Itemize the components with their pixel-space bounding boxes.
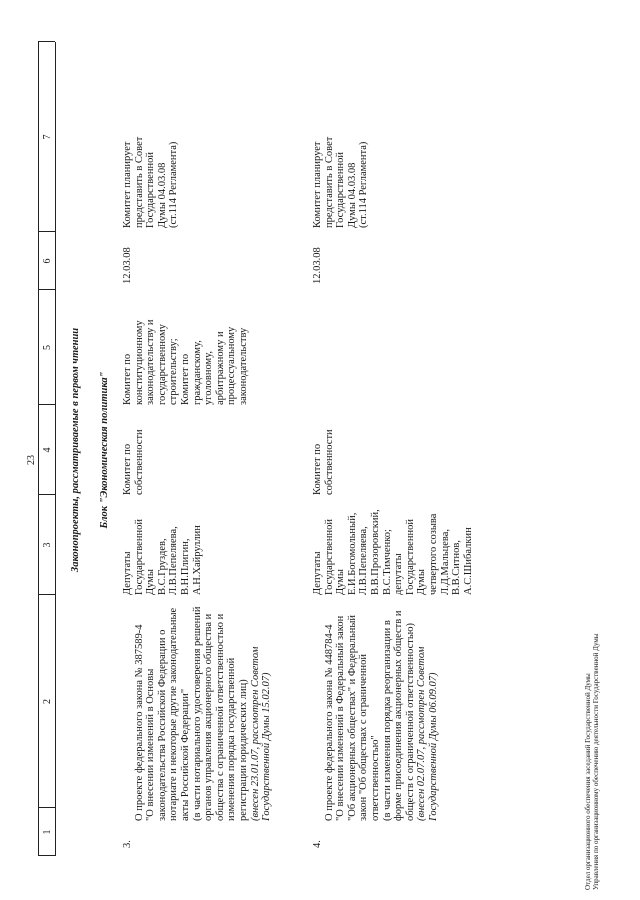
page-number: 23 bbox=[26, 455, 37, 465]
bill-authors: Депутаты Государственной Думы Е.И.Богомольный, Л.В.Пепеляева, В.В.Прозоровский, В.С.Тимченко; депутаты Государственной Думы четвертого созыва Л.Д.Мальцева, В.В.Ситнов, А.С.Шибалкин bbox=[312, 509, 474, 595]
row-note: Комитет планирует представить в Совет Государственной Думы 04.03.08 (ст.114 Регламента) bbox=[122, 136, 180, 228]
row-number: 4. bbox=[312, 840, 323, 848]
column-number-6: 6 bbox=[42, 258, 53, 264]
bill-authors: Депутаты Государственной Думы В.С.Груздев, Л.В.Пепеляева, В.Н.Плигин, А.Н.Хайруллин bbox=[122, 519, 203, 595]
column-number-5: 5 bbox=[42, 345, 53, 350]
row-title bbox=[312, 596, 440, 821]
bill-title: О проекте федерального закона № 387589-4 "О внесении изменений в Основы законодательства Российской Федерации о нотариате и некоторые другие законодательные акты Российской Федерации" (в части нотариального удостоверения решений органов управления акционерного общества и общества с ограниченной ответственностью и изменения порядка государственной регистрации юридических лиц) bbox=[133, 606, 249, 821]
consideration-date: 12.03.08 bbox=[122, 247, 133, 284]
responsible-committee: Комитет по собственности bbox=[122, 429, 145, 495]
column-number-3: 3 bbox=[42, 542, 53, 548]
row-number: 3. bbox=[122, 840, 133, 848]
co-executor-committees: Комитет по конституционному законодательству и государственному строительству; Комитет по гражданскому, уголовному, арбитражному и процессуальному законодательству bbox=[122, 319, 249, 405]
bill-title: О проекте федерального закона № 448784-4 "О внесении изменений в Федеральный закон "Об акционерных обществах" и Федеральный закон "Об обществах с ограниченной ответственностью" (в части изменения порядка реорганизации в форме присоединения акционерных обществ и обществ с ограниченной ответственностью) bbox=[323, 610, 416, 821]
footer-line-1: Отдел организационного обеспечения заседаний Государственной Думы bbox=[584, 673, 592, 890]
header-top-rule bbox=[38, 42, 39, 856]
consideration-date: 12.03.08 bbox=[312, 247, 323, 284]
responsible-committee: Комитет по собственности bbox=[312, 429, 335, 495]
block-title: Блок "Экономическая политика" bbox=[99, 371, 110, 529]
section-title: Законопроекты, рассматриваемые в первом чтении bbox=[70, 327, 81, 573]
column-number-7: 7 bbox=[42, 134, 53, 140]
footer-line-2: Управления по организационному обеспечению деятельности Государственной Думы bbox=[592, 633, 600, 890]
row-note: Комитет планирует представить в Совет Государственной Думы 04.03.08 (ст.114 Регламента) bbox=[312, 136, 370, 228]
bill-intro-note: (внесен 23.01.07, рассмотрен Советом Государственной Думы 15.02.07) bbox=[249, 646, 273, 821]
column-number-2: 2 bbox=[42, 699, 53, 704]
bill-intro-note: (внесен 02.07.07, рассмотрен Советом Государственной Думы 06.09.07) bbox=[416, 646, 439, 821]
header-bottom-rule bbox=[55, 42, 56, 856]
row-title bbox=[122, 596, 273, 821]
column-number-1: 1 bbox=[42, 829, 53, 835]
column-number-4: 4 bbox=[42, 447, 53, 453]
